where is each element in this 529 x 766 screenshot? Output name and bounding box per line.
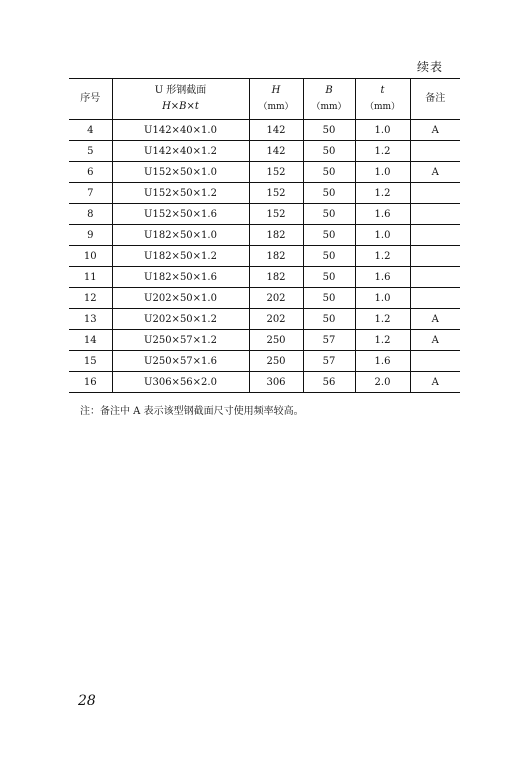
cell-section: U250×57×1.2	[112, 330, 249, 351]
table-row	[69, 372, 460, 393]
cell-remark	[410, 141, 460, 162]
cell-section: U182×50×1.0	[112, 225, 249, 246]
cell-index: 6	[69, 162, 112, 183]
cell-remark	[410, 183, 460, 204]
continued-table-label: 续表	[417, 60, 444, 74]
cell-t: 1.0	[355, 120, 410, 141]
cell-section: U202×50×1.0	[112, 288, 249, 309]
header-b	[303, 79, 355, 120]
cell-h: 152	[249, 183, 303, 204]
cell-t: 1.0	[355, 225, 410, 246]
cell-b: 57	[303, 330, 355, 351]
table-row	[69, 309, 460, 330]
cell-h: 142	[249, 120, 303, 141]
cell-b: 50	[303, 288, 355, 309]
header-section	[112, 79, 249, 120]
cell-h: 202	[249, 288, 303, 309]
cell-index: 13	[69, 309, 112, 330]
cell-h: 250	[249, 330, 303, 351]
cell-index: 12	[69, 288, 112, 309]
header-t-unit: （mm）	[364, 102, 401, 112]
cell-remark	[410, 288, 460, 309]
header-remark: 备注	[410, 79, 460, 120]
cell-h: 142	[249, 141, 303, 162]
cell-t: 1.6	[355, 351, 410, 372]
cell-b: 50	[303, 183, 355, 204]
table-footnote: 注：备注中 A 表示该型钢截面尺寸使用频率较高。	[80, 406, 304, 417]
u-section-spec-table	[69, 78, 460, 393]
table-row	[69, 246, 460, 267]
header-b-symbol: B	[325, 85, 333, 96]
cell-section: U182×50×1.6	[112, 267, 249, 288]
header-h-symbol: H	[271, 85, 281, 96]
cell-t: 1.6	[355, 204, 410, 225]
cell-b: 50	[303, 162, 355, 183]
cell-section: U142×40×1.2	[112, 141, 249, 162]
cell-remark	[410, 351, 460, 372]
cell-t: 1.2	[355, 183, 410, 204]
header-h	[249, 79, 303, 120]
table-row	[69, 141, 460, 162]
cell-section: U306×56×2.0	[112, 372, 249, 393]
table-row	[69, 351, 460, 372]
cell-section: U250×57×1.6	[112, 351, 249, 372]
cell-t: 1.2	[355, 141, 410, 162]
table-row	[69, 204, 460, 225]
cell-remark: A	[410, 120, 460, 141]
cell-index: 5	[69, 141, 112, 162]
header-b-unit: （mm）	[311, 102, 347, 112]
cell-index: 8	[69, 204, 112, 225]
cell-index: 7	[69, 183, 112, 204]
header-t-symbol: t	[380, 85, 385, 96]
cell-t: 1.6	[355, 267, 410, 288]
cell-b: 50	[303, 120, 355, 141]
cell-h: 182	[249, 267, 303, 288]
cell-t: 1.0	[355, 162, 410, 183]
cell-h: 306	[249, 372, 303, 393]
cell-t: 1.2	[355, 330, 410, 351]
cell-index: 9	[69, 225, 112, 246]
header-t	[355, 79, 410, 120]
table-row	[69, 120, 460, 141]
cell-index: 14	[69, 330, 112, 351]
cell-index: 16	[69, 372, 112, 393]
cell-t: 1.0	[355, 288, 410, 309]
cell-b: 50	[303, 141, 355, 162]
cell-h: 250	[249, 351, 303, 372]
cell-section: U152×50×1.6	[112, 204, 249, 225]
cell-b: 50	[303, 225, 355, 246]
cell-index: 15	[69, 351, 112, 372]
cell-h: 152	[249, 162, 303, 183]
header-index: 序号	[69, 79, 112, 120]
header-section-line1: U 形钢截面	[154, 85, 207, 96]
cell-remark	[410, 204, 460, 225]
cell-remark	[410, 246, 460, 267]
table-header-row	[69, 79, 460, 120]
cell-remark	[410, 225, 460, 246]
cell-remark: A	[410, 330, 460, 351]
cell-section: U182×50×1.2	[112, 246, 249, 267]
cell-section: U202×50×1.2	[112, 309, 249, 330]
cell-h: 182	[249, 225, 303, 246]
cell-t: 2.0	[355, 372, 410, 393]
cell-b: 50	[303, 246, 355, 267]
cell-section: U142×40×1.0	[112, 120, 249, 141]
cell-t: 1.2	[355, 309, 410, 330]
cell-remark: A	[410, 309, 460, 330]
table-row	[69, 288, 460, 309]
cell-t: 1.2	[355, 246, 410, 267]
cell-b: 57	[303, 351, 355, 372]
table-row	[69, 162, 460, 183]
table-row	[69, 267, 460, 288]
cell-b: 50	[303, 309, 355, 330]
cell-index: 4	[69, 120, 112, 141]
table-row	[69, 330, 460, 351]
cell-remark: A	[410, 162, 460, 183]
cell-b: 50	[303, 204, 355, 225]
page-number: 28	[78, 693, 96, 709]
cell-b: 50	[303, 267, 355, 288]
table-row	[69, 225, 460, 246]
cell-b: 56	[303, 372, 355, 393]
table-row	[69, 183, 460, 204]
cell-section: U152×50×1.0	[112, 162, 249, 183]
cell-remark: A	[410, 372, 460, 393]
cell-h: 202	[249, 309, 303, 330]
cell-remark	[410, 267, 460, 288]
header-section-line2: H×B×t	[162, 101, 199, 112]
cell-h: 152	[249, 204, 303, 225]
cell-index: 10	[69, 246, 112, 267]
cell-index: 11	[69, 267, 112, 288]
header-h-unit: （mm）	[258, 102, 294, 112]
cell-h: 182	[249, 246, 303, 267]
cell-section: U152×50×1.2	[112, 183, 249, 204]
